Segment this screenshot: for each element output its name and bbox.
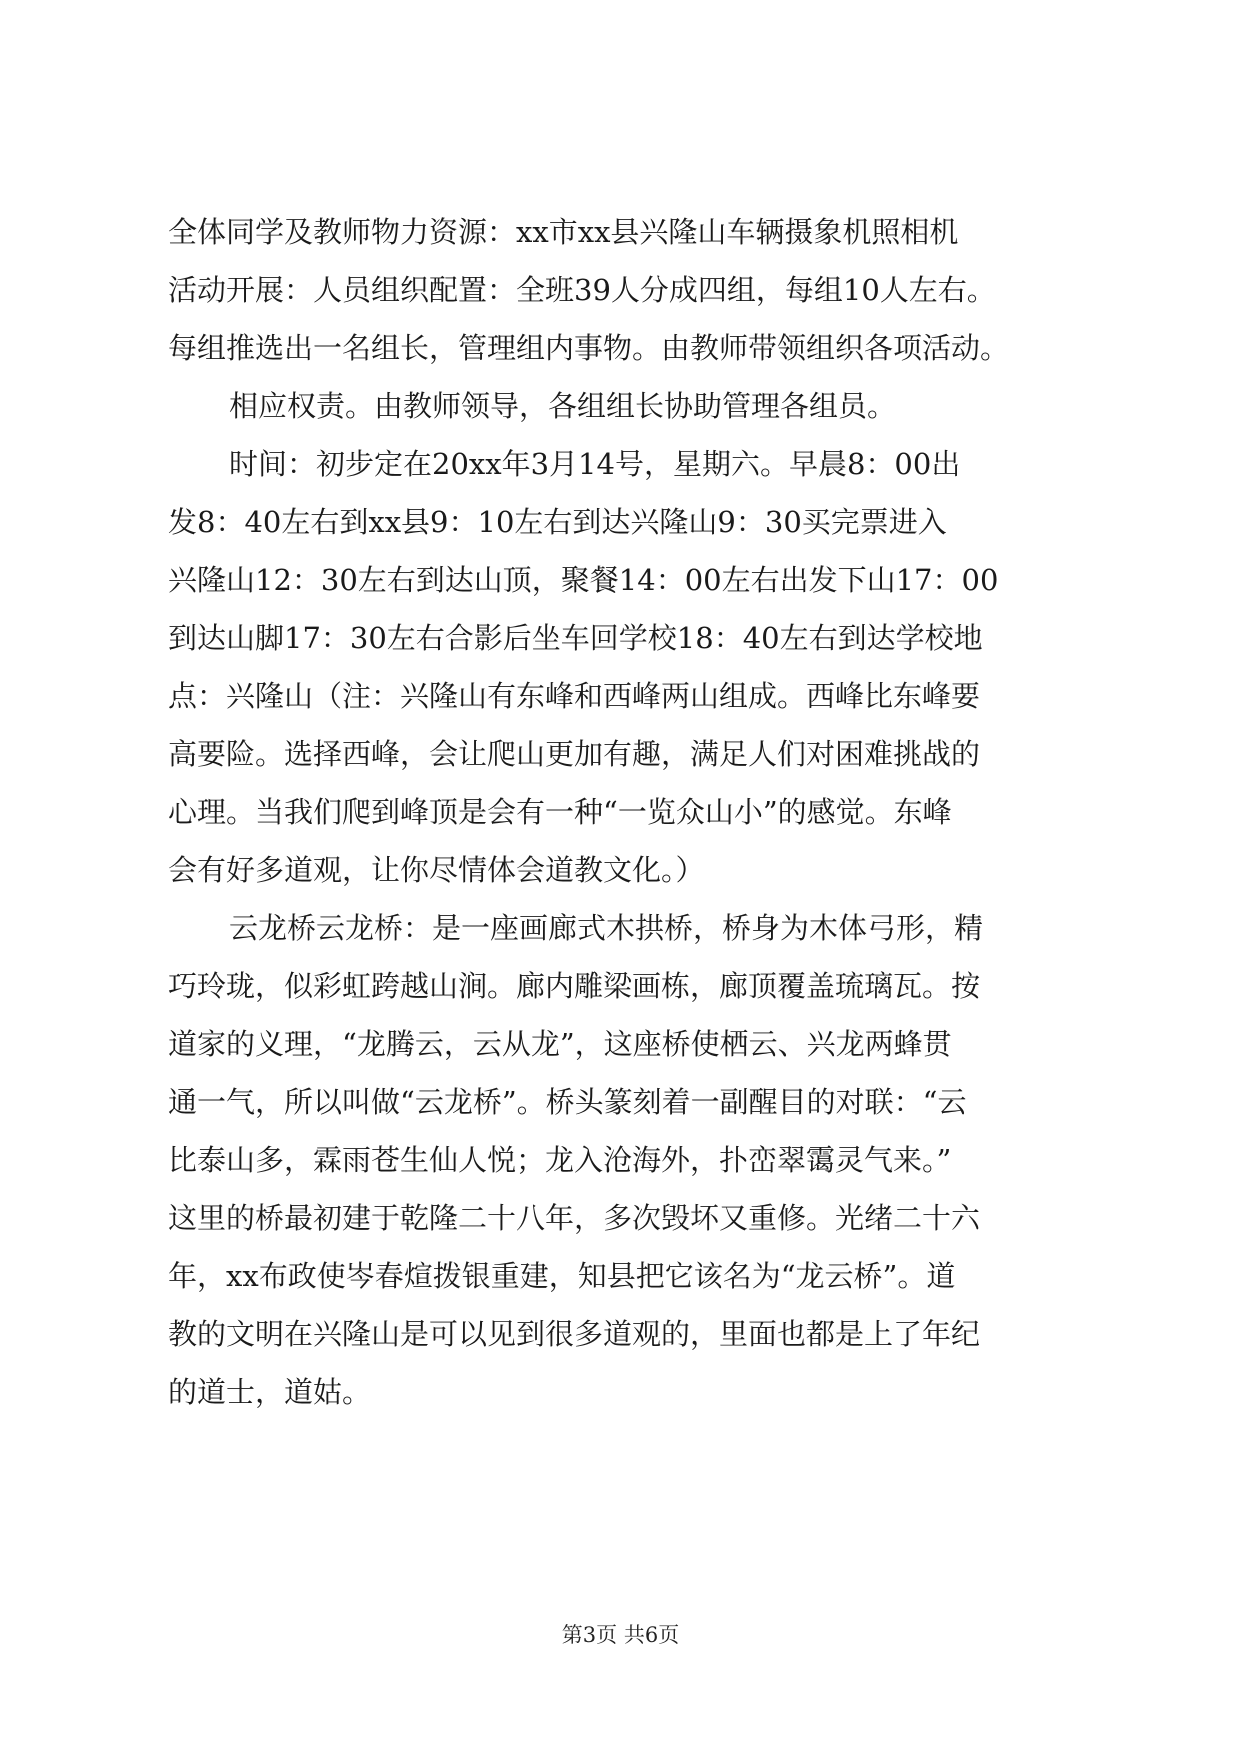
text-line: 道家的义理，“龙腾云，云从龙”，这座桥使栖云、兴龙两蜂贯 xyxy=(168,1027,952,1061)
text-line: 活动开展：人员组织配置：全班39人分成四组，每组10人左右。 xyxy=(168,273,996,307)
text-line: 教的文明在兴隆山是可以见到很多道观的，里面也都是上了年纪 xyxy=(168,1317,981,1351)
page-number-footer: 第3页 共6页 xyxy=(561,1623,680,1647)
text-line: 发8：40左右到xx县9：10左右到达兴隆山9：30买完票进入 xyxy=(168,505,947,539)
text-line: 的道士，道姑。 xyxy=(168,1375,372,1409)
text-line: 相应权责。由教师领导，各组组长协助管理各组员。 xyxy=(229,389,897,423)
text-line: 这里的桥最初建于乾隆二十八年，多次毁坏又重修。光绪二十六 xyxy=(168,1201,981,1235)
text-line: 点：兴隆山（注：兴隆山有东峰和西峰两山组成。西峰比东峰要 xyxy=(168,679,981,713)
text-line: 时间：初步定在20xx年3月14号，星期六。早晨8：00出 xyxy=(229,447,961,481)
text-line: 每组推选出一名组长，管理组内事物。由教师带领组织各项活动。 xyxy=(168,331,1010,365)
text-line: 巧玲珑，似彩虹跨越山涧。廊内雕梁画栋，廊顶覆盖琉璃瓦。按 xyxy=(168,969,981,1003)
text-line: 到达山脚17：30左右合影后坐车回学校18：40左右到达学校地 xyxy=(168,621,983,655)
text-line: 全体同学及教师物力资源：xx市xx县兴隆山车辆摄象机照相机 xyxy=(168,215,959,249)
text-line: 年，xx布政使岑春煊拨银重建，知县把它该名为“龙云桥”。道 xyxy=(168,1259,956,1293)
text-line: 云龙桥云龙桥：是一座画廊式木拱桥，桥身为木体弓形，精 xyxy=(229,911,984,945)
text-line: 心理。当我们爬到峰顶是会有一种“一览众山小”的感觉。东峰 xyxy=(168,795,952,829)
text-line: 通一气，所以叫做“云龙桥”。桥头篆刻着一副醒目的对联：“云 xyxy=(168,1085,967,1119)
text-line: 高要险。选择西峰，会让爬山更加有趣，满足人们对困难挑战的 xyxy=(168,737,981,771)
text-line: 兴隆山12：30左右到达山顶，聚餐14：00左右出发下山17：00 xyxy=(168,563,999,597)
text-line: 会有好多道观，让你尽情体会道教文化。） xyxy=(168,853,705,887)
text-line: 比泰山多，霖雨苍生仙人悦；龙入沧海外，扑峦翠霭灵气来。” xyxy=(168,1143,952,1177)
